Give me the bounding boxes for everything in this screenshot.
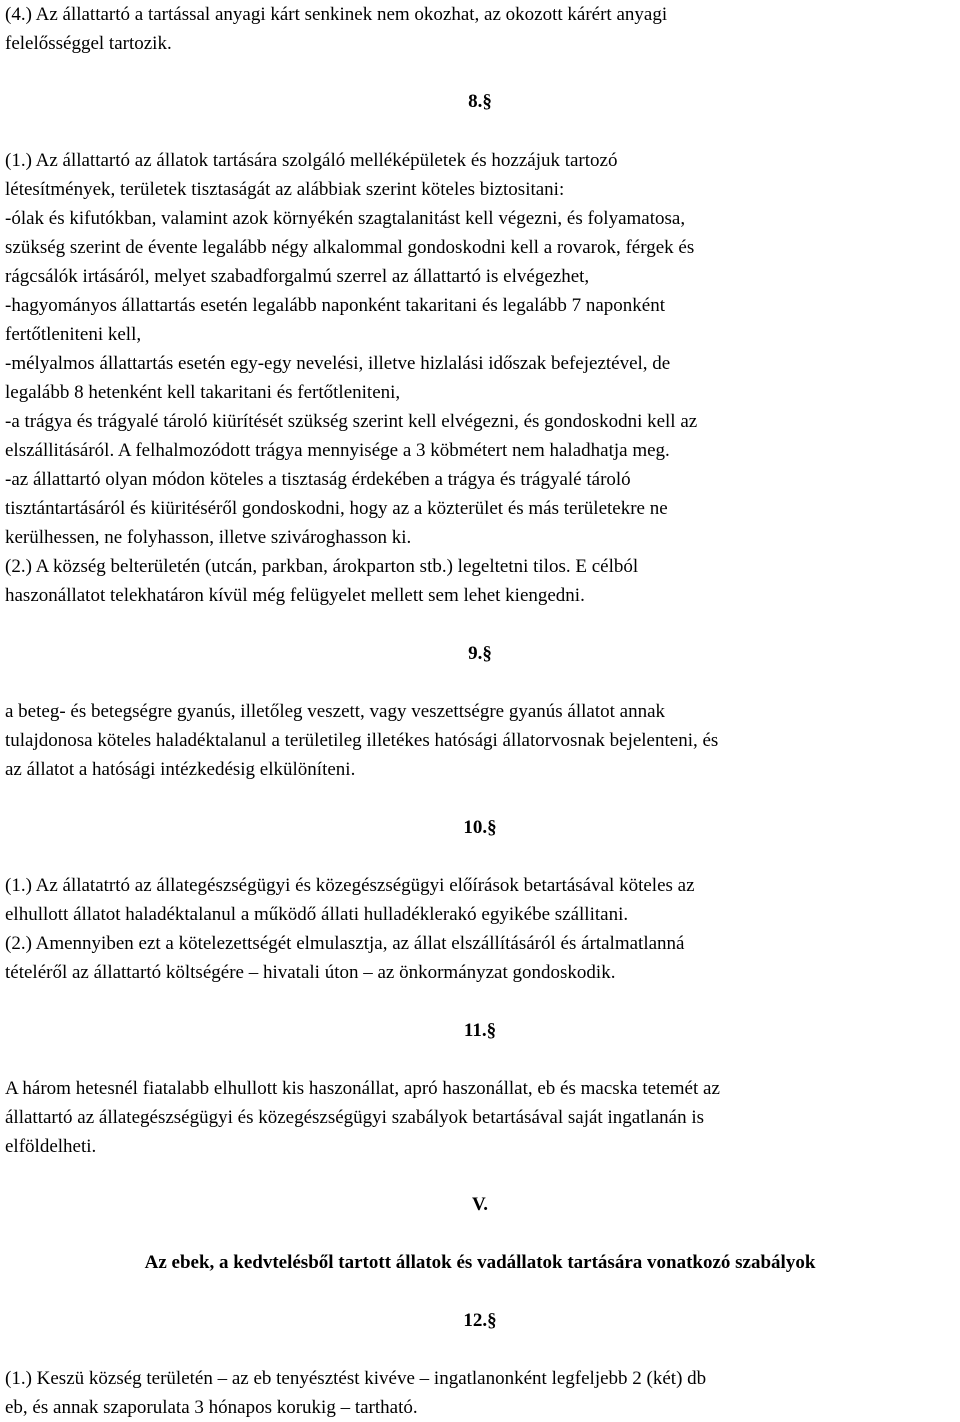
text-line: (2.) A község belterületén (utcán, parkban, árokparton stb.) legeltetni tilos. E célból xyxy=(5,556,639,577)
section-11-title: 11.§ xyxy=(463,1020,497,1041)
text-line: (2.) Amennyiben ezt a kötelezettségét elmulasztja, az állat elszállításáról és ártalmatlanná xyxy=(5,933,685,954)
text-line: tulajdonosa köteles haladéktalanul a területileg illetékes hatósági állatorvosnak bejelenteni, és xyxy=(5,730,719,751)
text-line: (4.) Az állattartó a tartással anyagi kárt senkinek nem okozhat, az okozott kárért anyagi xyxy=(5,4,668,25)
text-line: -hagyományos állattartás esetén legalább naponként takaritani és legalább 7 naponként xyxy=(5,295,666,316)
section-12-title: 12.§ xyxy=(463,1310,497,1331)
text-line: kerülhessen, ne folyhasson, illetve szivároghasson ki. xyxy=(5,527,412,548)
text-line: tételéről az állattartó költségére – hivatali úton – az önkormányzat gondoskodik. xyxy=(5,962,616,983)
text-line: (1.) Az állattartó az állatok tartására szolgáló melléképületek és hozzájuk tartozó xyxy=(5,150,618,171)
text-line: legalább 8 hetenként kell takaritani és fertőtleniteni, xyxy=(5,382,401,403)
text-line: felelősséggel tartozik. xyxy=(5,33,172,54)
text-line: -az állattartó olyan módon köteles a tisztaság érdekében a trágya és trágyalé tároló xyxy=(5,469,631,490)
text-line: szükség szerint de évente legalább négy alkalommal gondoskodni kell a rovarok, férgek és xyxy=(5,237,695,258)
text-line: elszállitásáról. A felhalmozódott trágya mennyisége a 3 köbmétert nem haladhatja meg. xyxy=(5,440,670,461)
chapter-number: V. xyxy=(471,1194,489,1215)
text-line: -mélyalmos állattartás esetén egy-egy nevelési, illetve hizlalási időszak befejeztével, de xyxy=(5,353,671,374)
section-10-title: 10.§ xyxy=(463,817,497,838)
section-8-title: 8.§ xyxy=(468,91,492,112)
text-line: haszonállatot telekhatáron kívül még felügyelet mellett sem lehet kiengedni. xyxy=(5,585,585,606)
section-9-title: 9.§ xyxy=(468,643,492,664)
text-line: létesítmények, területek tisztaságát az alábbiak szerint köteles biztositani: xyxy=(5,179,565,200)
text-line: tisztántartásáról és kiüritéséről gondoskodni, hogy az a közterület és más területekre ne xyxy=(5,498,668,519)
chapter-title: Az ebek, a kedvtelésből tartott állatok és vadállatok tartására vonatkozó szabályok xyxy=(144,1252,816,1273)
text-line: állattartó az állategészségügyi és közegészségügyi szabályok betartásával saját ingatlanán is xyxy=(5,1107,705,1128)
text-line: elföldelheti. xyxy=(5,1136,97,1157)
text-line: -a trágya és trágyalé tároló kiürítését szükség szerint kell elvégezni, és gondoskodni kell az xyxy=(5,411,698,432)
text-line: fertőtleniteni kell, xyxy=(5,324,142,345)
text-line: a beteg- és betegségre gyanús, illetőleg veszett, vagy veszettségre gyanús állatot annak xyxy=(5,701,665,722)
text-line: az állatot a hatósági intézkedésig elkülöníteni. xyxy=(5,759,356,780)
text-line: -ólak és kifutókban, valamint azok környékén szagtalanitást kell végezni, és folyamatosa, xyxy=(5,208,686,229)
text-line: A három hetesnél fiatalabb elhullott kis haszonállat, apró haszonállat, eb és macska tetemét az xyxy=(5,1078,720,1099)
text-line: eb, és annak szaporulata 3 hónapos korukig – tartható. xyxy=(5,1397,418,1418)
text-line: rágcsálók irtásáról, melyet szabadforgalmú szerrel az állattartó is elvégezhet, xyxy=(5,266,590,287)
text-line: (1.) Az állatatrtó az állategészségügyi és közegészségügyi előírások betartásával köteles az xyxy=(5,875,695,896)
text-line: elhullott állatot haladéktalanul a működő állati hulladéklerakó egyikébe szállitani. xyxy=(5,904,629,925)
text-line: (1.) Keszü község területén – az eb tenyésztést kivéve – ingatlanonként legfeljebb 2 (két) db xyxy=(5,1368,707,1389)
